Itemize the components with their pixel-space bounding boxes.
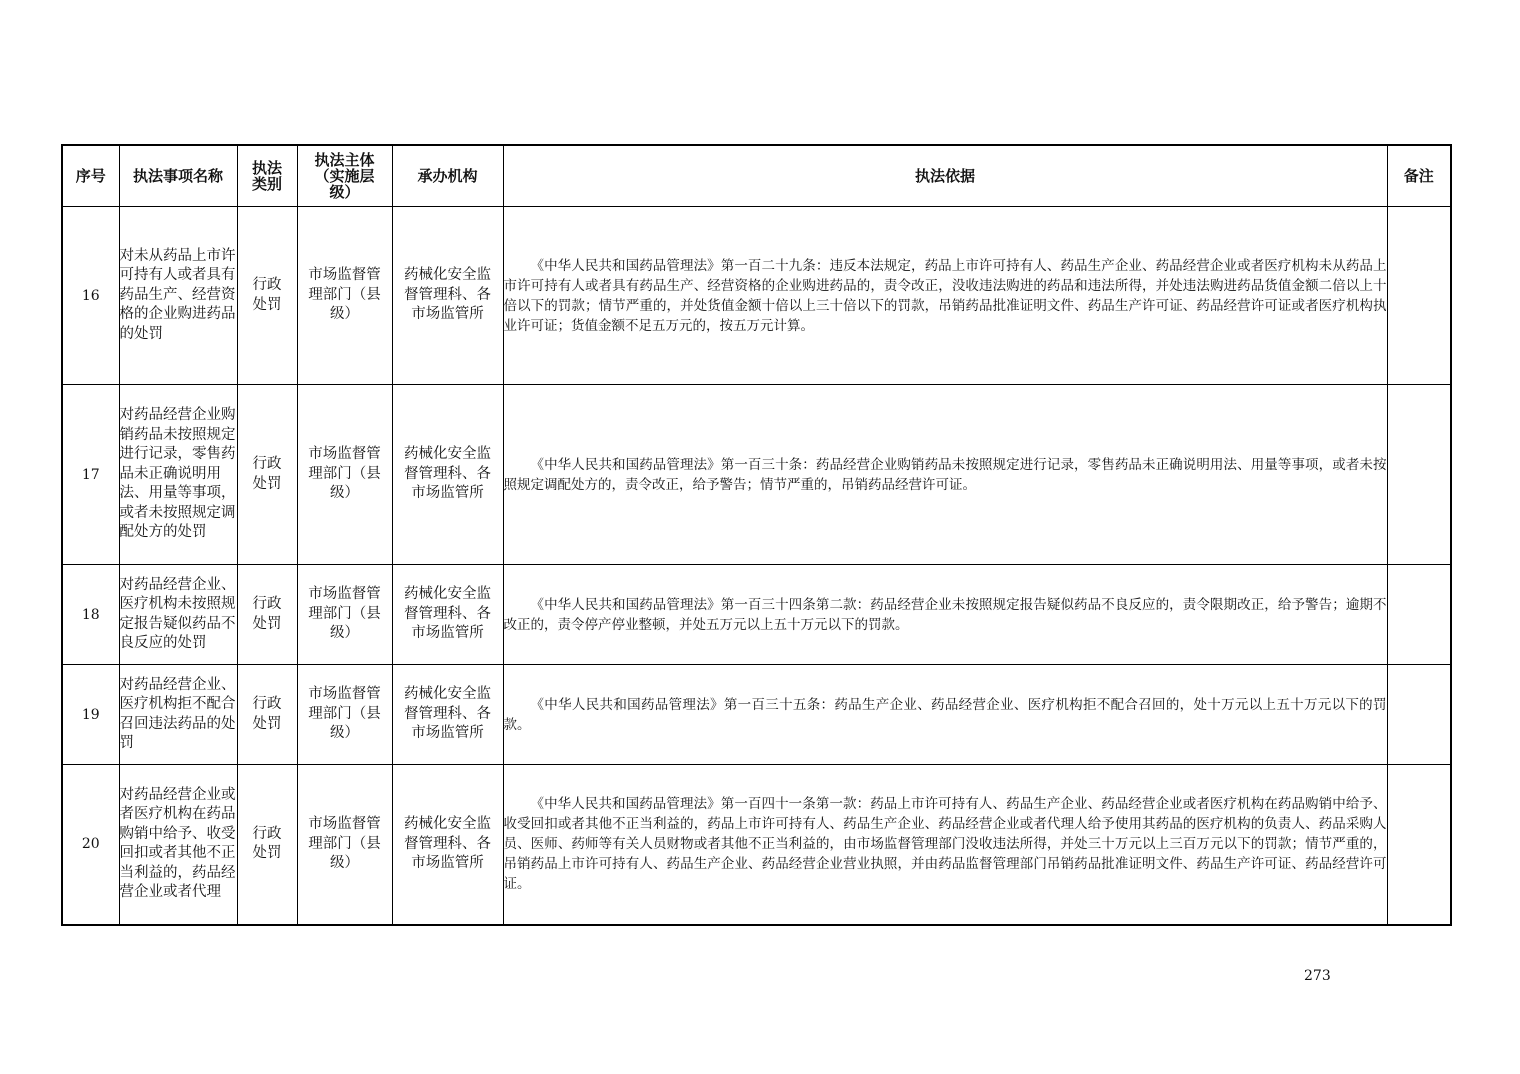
row-category-text: 行政处罚 — [252, 456, 282, 492]
row-seq: 20 — [62, 765, 119, 925]
row-category-text: 行政处罚 — [252, 596, 282, 632]
row-subject-text: 市场监督管理部门（县级） — [308, 816, 381, 871]
table-row — [62, 385, 1451, 565]
row-note — [1387, 385, 1451, 565]
row-subject-text: 市场监督管理部门（县级） — [308, 686, 381, 742]
header-item-name: 执法事项名称 — [119, 145, 237, 207]
row-subject-text: 市场监督管理部门（县级） — [308, 586, 381, 642]
table-row — [62, 565, 1451, 665]
header-category-label: 执法类别 — [251, 159, 282, 193]
row-category — [237, 765, 297, 925]
row-subject — [297, 385, 392, 565]
row-organizer-text: 药械化安全监督管理科、各市场监管所 — [404, 446, 491, 502]
row-seq: 17 — [62, 385, 119, 565]
row-basis-text: 《中华人民共和国药品管理法》第一百三十五条：药品生产企业、药品经营企业、医疗机构拒不配合召回的，处十万元以上五十万元以下的罚款。 — [503, 696, 1387, 733]
row-category-text: 行政处罚 — [252, 696, 282, 732]
header-basis: 执法依据 — [503, 145, 1387, 207]
row-organizer — [392, 765, 503, 925]
row-item-name — [119, 765, 237, 925]
row-organizer — [392, 207, 503, 385]
row-basis — [503, 207, 1387, 385]
table-row — [62, 207, 1451, 385]
header-seq: 序号 — [62, 145, 119, 207]
table-header-row — [62, 145, 1451, 207]
row-organizer-text: 药械化安全监督管理科、各市场监管所 — [404, 686, 491, 742]
row-subject-text: 市场监督管理部门（县级） — [308, 267, 381, 323]
row-item-name — [119, 665, 237, 765]
row-subject — [297, 665, 392, 765]
row-item-name — [119, 385, 237, 565]
row-subject-text: 市场监督管理部门（县级） — [308, 446, 381, 502]
row-note — [1387, 565, 1451, 665]
header-organizer: 承办机构 — [392, 145, 503, 207]
row-category — [237, 207, 297, 385]
row-category-text: 行政处罚 — [252, 825, 282, 862]
row-basis — [503, 765, 1387, 925]
row-basis-text: 《中华人民共和国药品管理法》第一百二十九条：违反本法规定，药品上市许可持有人、药品生产企业、药品经营企业或者医疗机构未从药品上市许可持有人或者具有药品生产、经营资格的企业购进药品的，责令改正，没收违法购进的药品和违法所得，并处违法购进药品货值金额二倍以上十倍以下的罚款；情节严重的，并处货值金额十倍以上三十倍以下的罚款，吊销药品批准证明文件、药品生产许可证、药品经营许可证或者医疗机构执业许可证；货值金额不足五万元的，按五万元计算。 — [503, 257, 1387, 334]
row-organizer — [392, 385, 503, 565]
row-item-name-text: 对药品经营企业、医疗机构拒不配合召回违法药品的处罚 — [119, 676, 236, 751]
law-enforcement-table — [61, 144, 1452, 926]
row-organizer-text: 药械化安全监督管理科、各市场监管所 — [404, 586, 491, 642]
table-row — [62, 665, 1451, 765]
row-subject — [297, 765, 392, 925]
row-organizer-text: 药械化安全监督管理科、各市场监管所 — [404, 816, 491, 871]
header-subject-label: 执法主体（实施层级） — [314, 151, 375, 201]
row-seq: 16 — [62, 207, 119, 385]
row-item-name-text: 对药品经营企业或者医疗机构在药品购销中给予、收受回扣或者其他不正当利益的，药品经营企业或者代理 — [119, 786, 236, 901]
row-item-name-text: 对药品经营企业、医疗机构未按照规定报告疑似药品不良反应的处罚 — [119, 576, 236, 651]
row-category — [237, 665, 297, 765]
row-organizer-text: 药械化安全监督管理科、各市场监管所 — [404, 267, 491, 323]
row-subject — [297, 207, 392, 385]
row-category-text: 行政处罚 — [252, 277, 282, 313]
header-note: 备注 — [1387, 145, 1451, 207]
row-organizer — [392, 665, 503, 765]
row-basis — [503, 385, 1387, 565]
row-category — [237, 385, 297, 565]
page-number: 273 — [1304, 968, 1331, 984]
row-basis — [503, 565, 1387, 665]
row-note — [1387, 765, 1451, 925]
row-item-name — [119, 207, 237, 385]
row-category — [237, 565, 297, 665]
row-item-name-text: 对未从药品上市许可持有人或者具有药品生产、经营资格的企业购进药品的处罚 — [119, 247, 236, 342]
table-row — [62, 765, 1451, 925]
row-seq: 19 — [62, 665, 119, 765]
row-subject — [297, 565, 392, 665]
row-note — [1387, 207, 1451, 385]
row-item-name — [119, 565, 237, 665]
header-subject — [297, 145, 392, 207]
row-item-name-text: 对药品经营企业购销药品未按照规定进行记录，零售药品未正确说明用法、用量等事项，或者未按照规定调配处方的处罚 — [119, 407, 236, 541]
row-basis-text: 《中华人民共和国药品管理法》第一百四十一条第一款：药品上市许可持有人、药品生产企业、药品经营企业或者医疗机构在药品购销中给予、收受回扣或者其他不正当利益的，药品上市许可持有人、药品生产企业、药品经营企业或者代理人给予使用其药品的医疗机构的负责人、药品采购人员、医师、药师等有关人员财物或者其他不正当利益的，由市场监督管理部门没收违法所得，并处三十万元以上三百万元以下的罚款；情节严重的，吊销药品上市许可持有人、药品生产企业、药品经营企业营业执照，并由药品监督管理部门吊销药品批准证明文件、药品生产许可证、药品经营许可证。 — [503, 796, 1387, 893]
row-note — [1387, 665, 1451, 765]
header-category — [237, 145, 297, 207]
row-basis-text: 《中华人民共和国药品管理法》第一百三十四条第二款：药品经营企业未按照规定报告疑似药品不良反应的，责令限期改正，给予警告；逾期不改正的，责令停产停业整顿，并处五万元以上五十万元以下的罚款。 — [503, 596, 1387, 633]
row-seq: 18 — [62, 565, 119, 665]
row-basis — [503, 665, 1387, 765]
row-organizer — [392, 565, 503, 665]
row-basis-text: 《中华人民共和国药品管理法》第一百三十条：药品经营企业购销药品未按照规定进行记录，零售药品未正确说明用法、用量等事项，或者未按照规定调配处方的，责令改正，给予警告；情节严重的，吊销药品经营许可证。 — [503, 456, 1387, 493]
